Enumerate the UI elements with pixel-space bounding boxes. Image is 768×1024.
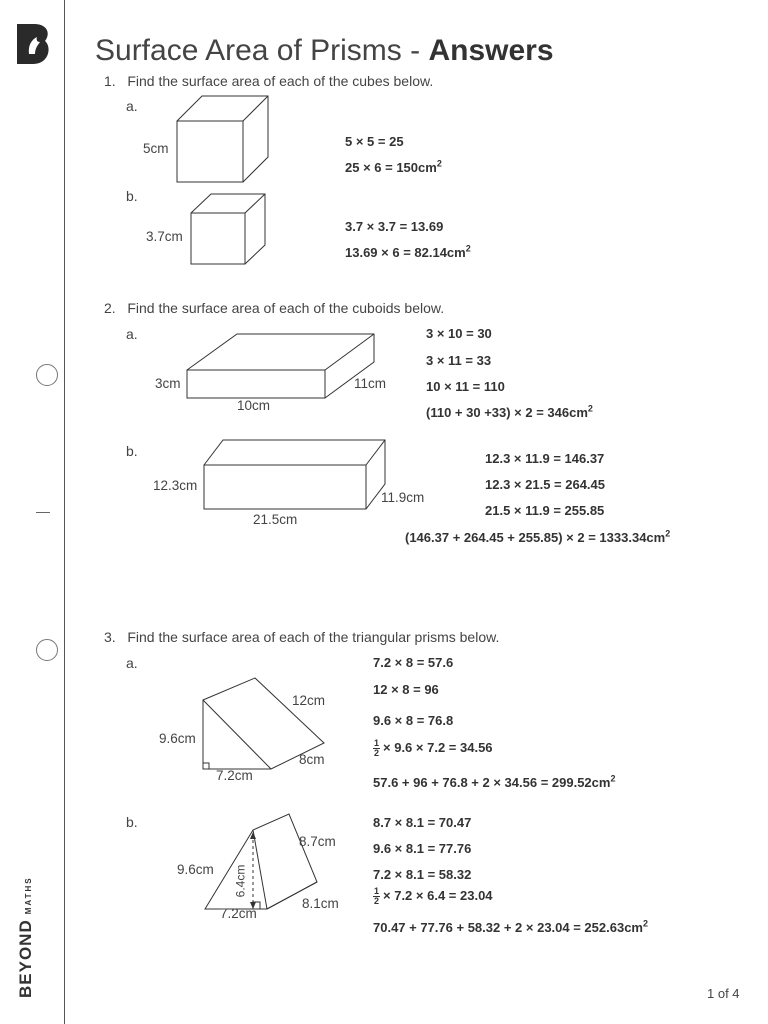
dimension-label: 8cm (299, 752, 325, 767)
working-line: 12.3 × 11.9 = 146.37 (485, 451, 605, 466)
working-line: $\frac{1}{2}$ × 7.2 × 6.4 = 23.04 (374, 886, 493, 906)
working-line: 10 × 11 = 110 (426, 379, 505, 394)
dimension-label: 8.1cm (302, 896, 339, 911)
working-line: $\frac{1}{2}$ × 9.6 × 7.2 = 34.56 (374, 738, 493, 758)
answer-line: $57.6 + 96 + 76.8 + 2 \times 34.56 = 299.52cm^2$ (373, 773, 616, 790)
dimension-label: 12.3cm (153, 478, 198, 493)
question-number: 3. (104, 629, 116, 645)
dimension-label: 11cm (354, 376, 387, 391)
question-number: 1. (104, 73, 116, 89)
dimension-label: 7.2cm (220, 906, 257, 921)
dimension-label: 9.6cm (159, 731, 196, 746)
fraction: $\frac{1}{2}$ (374, 738, 380, 758)
fraction: $\frac{1}{2}$ (374, 886, 380, 906)
part-label: b. (126, 814, 138, 830)
part-label: b. (126, 443, 138, 459)
part-label: a. (126, 655, 138, 671)
working-line: 7.2 × 8 = 57.6 (373, 655, 454, 670)
brand-subtitle: MATHS (24, 876, 33, 915)
question-2 (104, 300, 444, 316)
working-line: 3.7 × 3.7 = 13.69 (345, 219, 444, 234)
dimension-label: 12cm (292, 693, 326, 708)
part-label: a. (126, 98, 138, 114)
working-line: 21.5 × 11.9 = 255.85 (485, 503, 605, 518)
question-1 (104, 73, 433, 89)
working-line: 9.6 × 8.1 = 77.76 (373, 841, 472, 856)
dimension-label: 3.7cm (146, 229, 183, 244)
working-line: 9.6 × 8 = 76.8 (373, 713, 454, 728)
cube-diagram (191, 194, 265, 264)
page-number: 1 of 4 (707, 986, 740, 1001)
answer-line: $(146.37 + 264.45 + 255.85) \times 2 = 1333.34cm^2$ (405, 528, 671, 545)
working-line: 8.7 × 8.1 = 70.47 (373, 815, 472, 830)
answer-line: $70.47 + 77.76 + 58.32 + 2 \times 23.04 = 252.63cm^2$ (373, 918, 649, 935)
question-text: Find the surface area of each of the cuboids below. (127, 300, 445, 316)
dimension-label: 5cm (143, 141, 169, 156)
part-label: b. (126, 188, 138, 204)
working-line: 12.3 × 21.5 = 264.45 (485, 477, 605, 492)
triangular-prism-diagram (205, 814, 317, 909)
cuboid-diagram (204, 440, 385, 509)
page-title: Surface Area of Prisms - Answers (95, 34, 554, 67)
working-line: 7.2 × 8.1 = 58.32 (373, 867, 472, 882)
answer-line: $13.69 \times 6 = 82.14cm^2$ (345, 243, 471, 260)
binder-hole (36, 639, 58, 661)
dimension-label: 21.5cm (253, 512, 298, 527)
beyond-b-logo-icon (17, 24, 51, 64)
dimension-label: 9.6cm (177, 862, 214, 877)
working-line: 3 × 10 = 30 (426, 326, 492, 341)
cuboid-diagram (187, 334, 374, 398)
height-label: 6.4cm (233, 864, 248, 898)
margin-line (64, 0, 65, 1024)
part-label: a. (126, 326, 138, 342)
dimension-label: 8.7cm (299, 834, 336, 849)
question-number: 2. (104, 300, 116, 316)
fold-mark (36, 512, 50, 513)
brand-name: BEYOND (16, 919, 35, 998)
dimension-label: 7.2cm (216, 768, 253, 783)
dimension-label: 11.9cm (381, 490, 425, 505)
question-text: Find the surface area of each of the triangular prisms below. (127, 629, 500, 645)
question-text: Find the surface area of each of the cubes below. (127, 73, 434, 89)
dimension-label: 3cm (155, 376, 181, 391)
working-line: 5 × 5 = 25 (345, 134, 404, 149)
binder-hole (36, 364, 58, 386)
question-3 (104, 629, 499, 645)
working-line: 3 × 11 = 33 (426, 353, 492, 368)
working-line: 12 × 8 = 96 (373, 682, 439, 697)
dimension-label: 10cm (237, 398, 271, 413)
answer-line: $(110 + 30 +33) \times 2 = 346cm^2$ (426, 403, 593, 420)
brand-wordmark (16, 876, 36, 998)
cube-diagram (177, 96, 268, 182)
answer-line: $25 \times 6 = 150cm^2$ (345, 158, 442, 175)
